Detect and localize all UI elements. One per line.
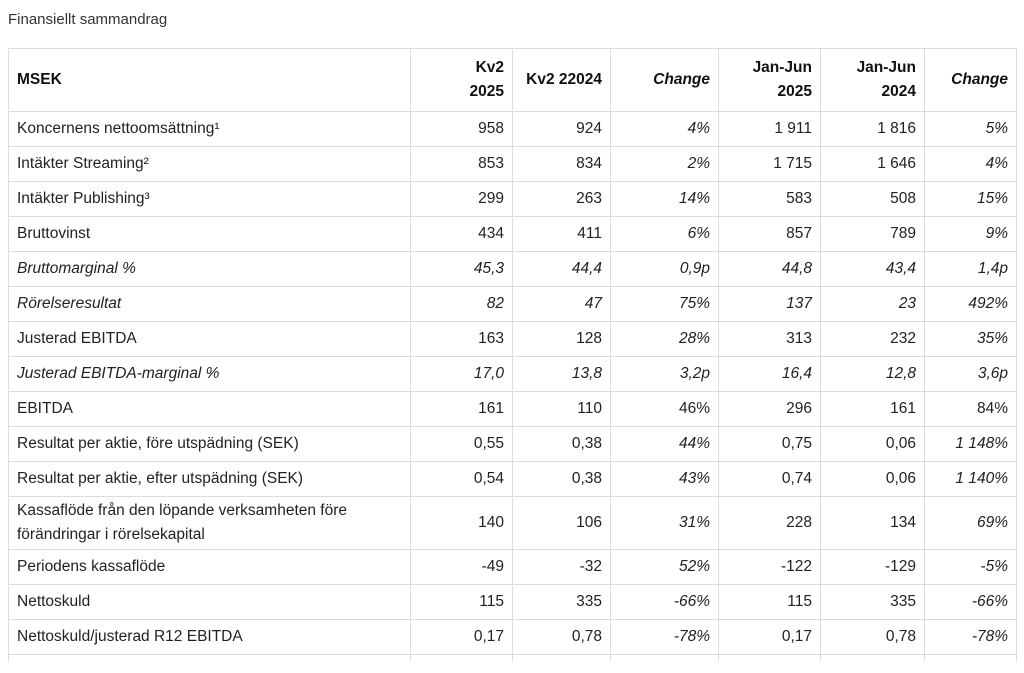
header-janjun-2024: Jan-Jun 2024: [821, 49, 925, 112]
header-msek: MSEK: [9, 49, 411, 112]
cell-q2-2025: 958: [411, 112, 513, 147]
cell-janjun-2025: 0,74: [719, 462, 821, 497]
cell-q2-2025: 82: [411, 287, 513, 322]
cell-janjun-2025: 0,17: [719, 620, 821, 655]
table-caption: Finansiellt sammandrag: [8, 11, 168, 28]
row-label: Bruttovinst: [9, 217, 411, 252]
empty-cell: [411, 655, 513, 662]
cell-janjun-2024: 134: [821, 497, 925, 550]
cell-q2-2024: -32: [513, 550, 611, 585]
header-row: [9, 49, 1017, 112]
cell-janjun-2024: 23: [821, 287, 925, 322]
cell-janjun-2025: 137: [719, 287, 821, 322]
row-label: Rörelseresultat: [9, 287, 411, 322]
table-row-cutoff: [9, 655, 1017, 662]
cell-janjun-2025: 0,75: [719, 427, 821, 462]
empty-cell: [925, 655, 1017, 662]
cell-q2-2024: 128: [513, 322, 611, 357]
empty-cell: [611, 655, 719, 662]
cell-q2-2024: 0,78: [513, 620, 611, 655]
cell-janjun-2024: 43,4: [821, 252, 925, 287]
cell-q2-2024: 110: [513, 392, 611, 427]
table-row: [9, 252, 1017, 287]
cell-janjun-2024: 335: [821, 585, 925, 620]
cell-janjun-2025: 44,8: [719, 252, 821, 287]
cell-change-quarter: 6%: [611, 217, 719, 252]
financial-summary-table: [8, 48, 1017, 661]
header-q2-2025: Kv2 2025: [411, 49, 513, 112]
cell-janjun-2025: 296: [719, 392, 821, 427]
cell-janjun-2024: 232: [821, 322, 925, 357]
table-row: [9, 287, 1017, 322]
cell-change-halfyear: 69%: [925, 497, 1017, 550]
table-row: [9, 147, 1017, 182]
cell-change-halfyear: 1 140%: [925, 462, 1017, 497]
cell-change-halfyear: 5%: [925, 112, 1017, 147]
cell-change-quarter: 0,9p: [611, 252, 719, 287]
cell-change-quarter: 43%: [611, 462, 719, 497]
cell-q2-2025: 434: [411, 217, 513, 252]
cell-q2-2024: 13,8: [513, 357, 611, 392]
cell-janjun-2025: 115: [719, 585, 821, 620]
cell-q2-2025: -49: [411, 550, 513, 585]
cell-change-halfyear: -78%: [925, 620, 1017, 655]
cell-janjun-2025: 1 715: [719, 147, 821, 182]
cell-change-quarter: 3,2p: [611, 357, 719, 392]
cell-change-halfyear: 1,4p: [925, 252, 1017, 287]
table-row: [9, 182, 1017, 217]
row-label: Koncernens nettoomsättning¹: [9, 112, 411, 147]
cell-change-quarter: -66%: [611, 585, 719, 620]
empty-cell: [9, 655, 411, 662]
row-label: Intäkter Publishing³: [9, 182, 411, 217]
row-label: Resultat per aktie, efter utspädning (SEK): [9, 462, 411, 497]
cell-janjun-2024: 1 816: [821, 112, 925, 147]
row-label: Justerad EBITDA-marginal %: [9, 357, 411, 392]
table-row: [9, 462, 1017, 497]
table-row: [9, 112, 1017, 147]
row-label: Periodens kassaflöde: [9, 550, 411, 585]
cell-janjun-2025: 313: [719, 322, 821, 357]
cell-q2-2025: 17,0: [411, 357, 513, 392]
row-label: Intäkter Streaming²: [9, 147, 411, 182]
cell-change-quarter: 4%: [611, 112, 719, 147]
cell-janjun-2025: 857: [719, 217, 821, 252]
cell-change-halfyear: 84%: [925, 392, 1017, 427]
cell-q2-2025: 853: [411, 147, 513, 182]
cell-q2-2024: 834: [513, 147, 611, 182]
cell-change-quarter: 46%: [611, 392, 719, 427]
cell-change-halfyear: 3,6p: [925, 357, 1017, 392]
cell-q2-2025: 45,3: [411, 252, 513, 287]
row-label: Resultat per aktie, före utspädning (SEK): [9, 427, 411, 462]
cell-change-quarter: 14%: [611, 182, 719, 217]
header-change-halfyear: Change: [925, 49, 1017, 112]
cell-change-halfyear: 1 148%: [925, 427, 1017, 462]
cell-change-halfyear: -66%: [925, 585, 1017, 620]
row-label: Justerad EBITDA: [9, 322, 411, 357]
cell-q2-2025: 115: [411, 585, 513, 620]
cell-q2-2025: 0,54: [411, 462, 513, 497]
cell-janjun-2024: 789: [821, 217, 925, 252]
cell-q2-2024: 263: [513, 182, 611, 217]
row-label: Nettoskuld: [9, 585, 411, 620]
cell-q2-2024: 0,38: [513, 462, 611, 497]
row-label: Kassaflöde från den löpande verksamheten före förändringar i rörelsekapital: [9, 497, 411, 550]
table-row: [9, 217, 1017, 252]
cell-janjun-2025: 228: [719, 497, 821, 550]
table-row: [9, 357, 1017, 392]
cell-change-quarter: 31%: [611, 497, 719, 550]
cell-change-quarter: 75%: [611, 287, 719, 322]
cell-q2-2024: 106: [513, 497, 611, 550]
empty-cell: [513, 655, 611, 662]
cell-change-quarter: 28%: [611, 322, 719, 357]
cell-q2-2024: 924: [513, 112, 611, 147]
table-row: [9, 585, 1017, 620]
table-row: [9, 392, 1017, 427]
cell-change-quarter: -78%: [611, 620, 719, 655]
cell-janjun-2024: 0,06: [821, 462, 925, 497]
cell-janjun-2025: 583: [719, 182, 821, 217]
cell-change-halfyear: 492%: [925, 287, 1017, 322]
cell-change-quarter: 52%: [611, 550, 719, 585]
cell-janjun-2024: 1 646: [821, 147, 925, 182]
cell-change-halfyear: 9%: [925, 217, 1017, 252]
cell-janjun-2025: 16,4: [719, 357, 821, 392]
cell-janjun-2025: 1 911: [719, 112, 821, 147]
cell-q2-2024: 0,38: [513, 427, 611, 462]
cell-change-quarter: 44%: [611, 427, 719, 462]
row-label: EBITDA: [9, 392, 411, 427]
cell-q2-2025: 0,17: [411, 620, 513, 655]
cell-janjun-2024: 0,78: [821, 620, 925, 655]
cell-change-quarter: 2%: [611, 147, 719, 182]
cell-janjun-2024: 161: [821, 392, 925, 427]
cell-janjun-2024: -129: [821, 550, 925, 585]
header-change-quarter: Change: [611, 49, 719, 112]
cell-janjun-2024: 508: [821, 182, 925, 217]
row-label: Bruttomarginal %: [9, 252, 411, 287]
table-row: [9, 497, 1017, 550]
cell-change-halfyear: -5%: [925, 550, 1017, 585]
header-q2-2024: Kv2 22024: [513, 49, 611, 112]
cell-change-halfyear: 15%: [925, 182, 1017, 217]
cell-q2-2024: 411: [513, 217, 611, 252]
table-row: [9, 322, 1017, 357]
cell-q2-2024: 335: [513, 585, 611, 620]
table-row: [9, 550, 1017, 585]
empty-cell: [821, 655, 925, 662]
cell-q2-2024: 44,4: [513, 252, 611, 287]
header-janjun-2025: Jan-Jun 2025: [719, 49, 821, 112]
cell-q2-2025: 163: [411, 322, 513, 357]
cell-q2-2025: 299: [411, 182, 513, 217]
cell-change-halfyear: 4%: [925, 147, 1017, 182]
row-label: Nettoskuld/justerad R12 EBITDA: [9, 620, 411, 655]
table-row: [9, 427, 1017, 462]
empty-cell: [719, 655, 821, 662]
table-row: [9, 620, 1017, 655]
cell-janjun-2025: -122: [719, 550, 821, 585]
cell-janjun-2024: 0,06: [821, 427, 925, 462]
cell-janjun-2024: 12,8: [821, 357, 925, 392]
cell-q2-2025: 140: [411, 497, 513, 550]
cell-q2-2024: 47: [513, 287, 611, 322]
cell-change-halfyear: 35%: [925, 322, 1017, 357]
cell-q2-2025: 0,55: [411, 427, 513, 462]
cell-q2-2025: 161: [411, 392, 513, 427]
